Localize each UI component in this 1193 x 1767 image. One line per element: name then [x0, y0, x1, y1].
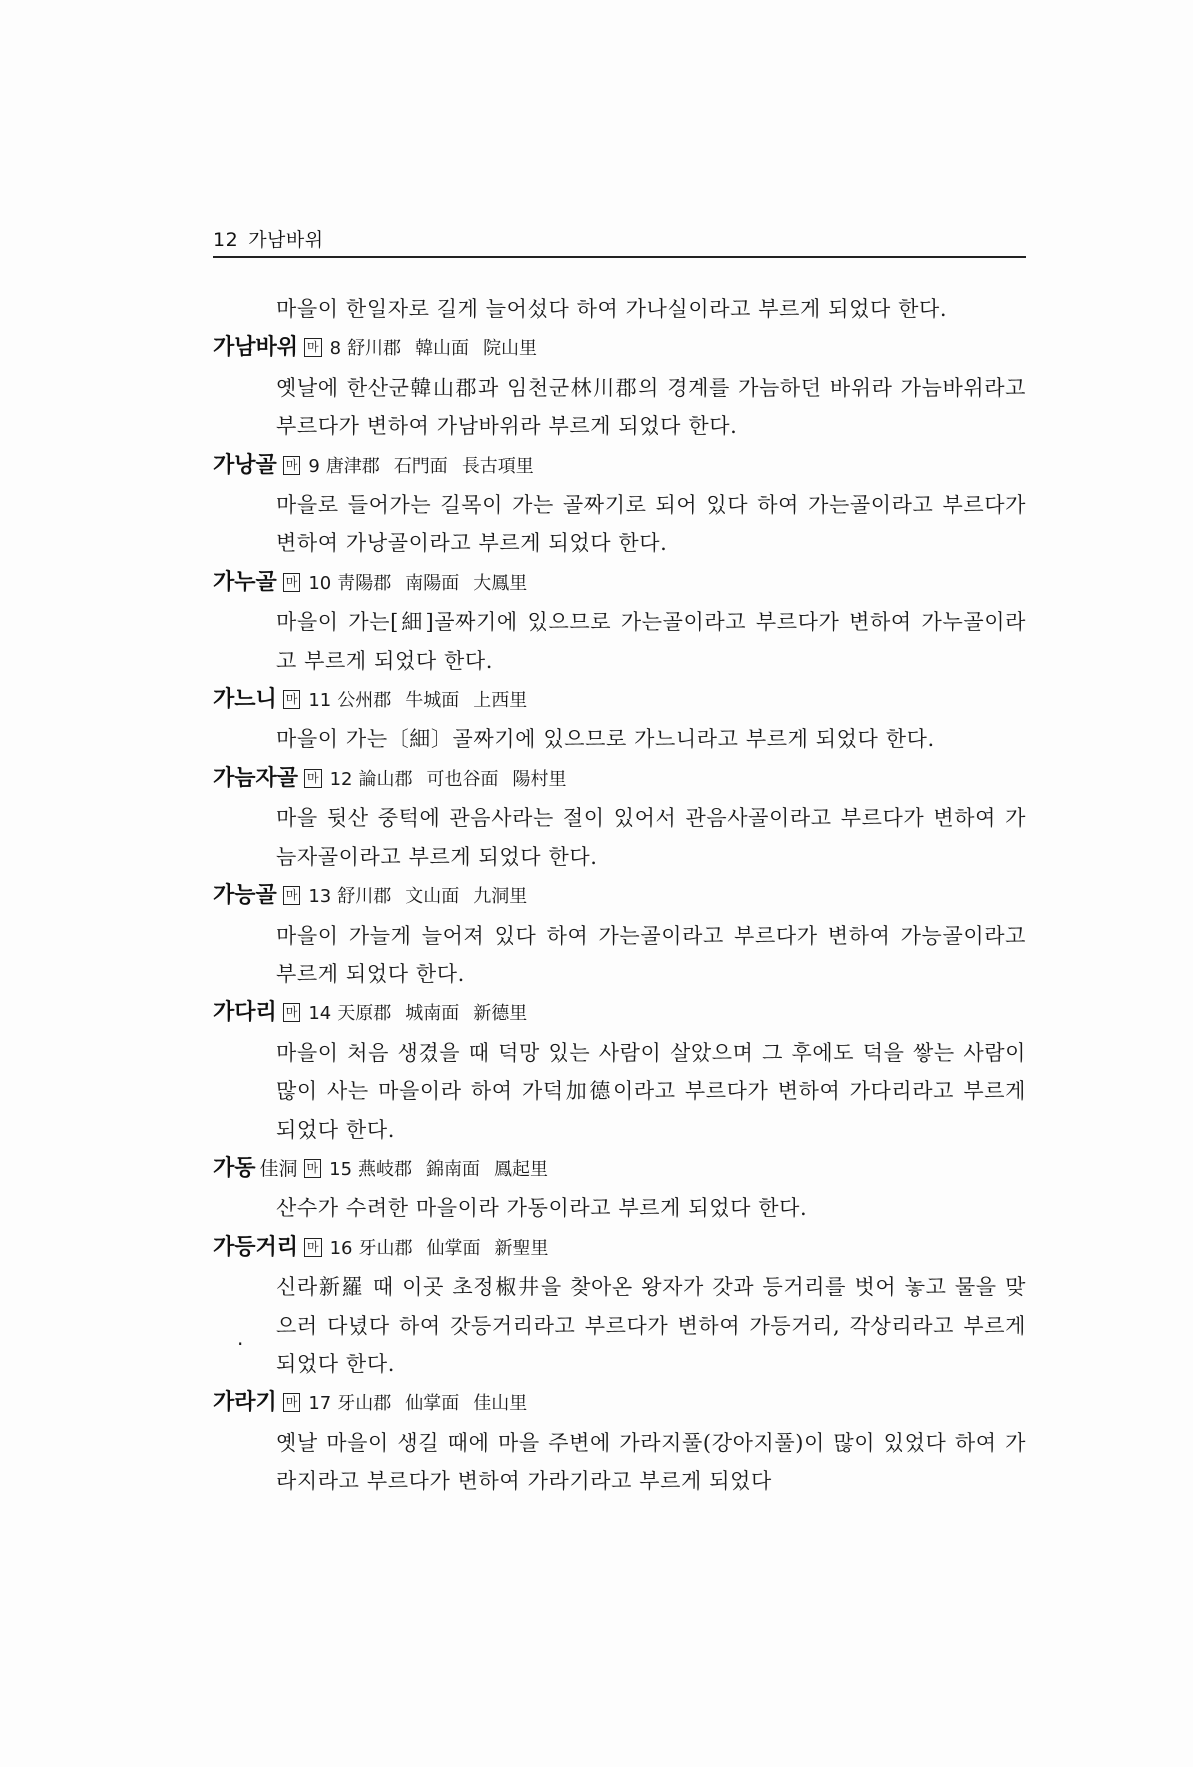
entry-gadari — [213, 993, 1026, 1149]
entry-ganangol — [213, 446, 1026, 563]
running-head — [213, 225, 324, 252]
margin-mark: . — [237, 1326, 244, 1350]
entry-heading — [213, 680, 1026, 720]
entry-text: 마을이 가늘게 늘어져 있다 하여 가는골이라고 부르다가 변하여 가능골이라고 부르게 되었다 한다. — [276, 923, 1026, 986]
township: 錦南面 — [426, 1158, 481, 1180]
entry-heading — [213, 993, 1026, 1033]
headword-hanja: 佳洞 — [259, 1157, 298, 1180]
county: 舒川郡 — [347, 338, 402, 360]
county: 牙山郡 — [358, 1237, 413, 1259]
village-badge: 마 — [283, 456, 301, 475]
headword: 가동 — [213, 1155, 256, 1181]
county: 天原郡 — [337, 1003, 392, 1025]
village-badge: 마 — [283, 573, 301, 592]
entry-garagi — [213, 1383, 1026, 1500]
headword: 가느니 — [213, 687, 277, 713]
township: 城南面 — [405, 1003, 460, 1025]
village-badge: 마 — [283, 1003, 301, 1022]
entry-number: 17 — [308, 1393, 332, 1415]
entry-gadeunggeori — [213, 1228, 1026, 1384]
village-badge: 마 — [283, 886, 301, 905]
township: 仙掌面 — [426, 1237, 481, 1259]
headword: 가낭골 — [213, 452, 277, 478]
village-badge: 마 — [304, 1238, 322, 1257]
county: 舒川郡 — [337, 886, 392, 908]
headword: 가남바위 — [213, 335, 299, 361]
entry-heading — [213, 1228, 1026, 1268]
page-number: 12 — [213, 229, 239, 251]
entry-ganugol — [213, 563, 1026, 680]
headword: 가누골 — [213, 569, 277, 595]
headword: 가라기 — [213, 1390, 277, 1416]
county: 論山郡 — [358, 768, 413, 790]
headword: 가능골 — [213, 883, 277, 909]
county: 燕岐郡 — [358, 1158, 413, 1180]
entry-heading — [213, 1383, 1026, 1423]
entry-number: 15 — [329, 1158, 353, 1180]
township: 仙掌面 — [405, 1393, 460, 1415]
entry-number: 11 — [308, 690, 332, 712]
header-rule — [213, 256, 1026, 258]
entry-number: 12 — [329, 768, 353, 790]
county: 唐津郡 — [325, 455, 380, 477]
village: 鳳起里 — [494, 1158, 549, 1180]
entry-gadong — [213, 1149, 1026, 1228]
entry-ganeuni — [213, 680, 1026, 759]
entry-heading — [213, 1149, 1026, 1189]
entry-text: 옛날에 한산군韓山郡과 임천군林川郡의 경계를 가늠하던 바위라 가늠바위라고 부르다가 변하여 가남바위라 부르게 되었다 한다. — [276, 375, 1026, 439]
continuation-paragraph: 마을이 한일자로 길게 늘어섰다 하여 가나실이라고 부르게 되었다 한다. — [276, 297, 948, 321]
township: 可也谷面 — [426, 768, 499, 790]
township: 韓山面 — [415, 338, 470, 360]
township: 文山面 — [405, 886, 460, 908]
entry-text: 마을이 처음 생겼을 때 덕망 있는 사람이 살았으며 그 후에도 덕을 쌓는 사람이 많이 사는 마을이라 하여 가덕加德이라고 부르다가 변하여 가다리라고 부르게 되었다 한다. — [276, 1040, 1026, 1142]
entry-number: 14 — [308, 1003, 332, 1025]
township: 南陽面 — [405, 572, 460, 594]
county: 靑陽郡 — [337, 572, 392, 594]
entry-heading — [213, 759, 1026, 799]
township: 石門面 — [393, 455, 448, 477]
page-body — [213, 290, 1026, 1501]
entry-number: 8 — [329, 338, 342, 360]
village: 陽村里 — [512, 768, 567, 790]
entry-heading — [213, 328, 1026, 368]
entry-number: 9 — [308, 455, 320, 477]
entry-heading — [213, 446, 1026, 486]
running-title: 가남바위 — [248, 229, 324, 251]
entry-ganambawi — [213, 328, 1026, 445]
village: 新聖里 — [494, 1237, 549, 1259]
headword: 가다리 — [213, 1000, 277, 1026]
county: 牙山郡 — [337, 1393, 392, 1415]
headword: 가늠자골 — [213, 765, 299, 791]
village: 新德里 — [473, 1003, 528, 1025]
village-badge: 마 — [283, 690, 301, 709]
village: 上西里 — [473, 690, 528, 712]
entry-text: 산수가 수려한 마을이라 가동이라고 부르게 되었다 한다. — [276, 1196, 808, 1221]
headword: 가등거리 — [213, 1234, 299, 1260]
entry-text: 마을 뒷산 중턱에 관음사라는 절이 있어서 관음사골이라고 부르다가 변하여 가늠자골이라고 부르게 되었다 한다. — [276, 806, 1026, 869]
entry-heading — [213, 876, 1026, 916]
village: 院山里 — [483, 338, 538, 360]
entry-text: 옛날 마을이 생길 때에 마을 주변에 가라지풀(강아지풀)이 많이 있었다 하여 가라지라고 부르다가 변하여 가라기라고 부르게 되었다 — [276, 1430, 1026, 1494]
entry-number: 10 — [308, 572, 332, 594]
entry-number: 13 — [308, 886, 332, 908]
entry-heading — [213, 563, 1026, 603]
village-badge: 마 — [283, 1393, 301, 1412]
entry-number: 16 — [329, 1237, 353, 1259]
entry-text: 마을로 들어가는 길목이 가는 골짜기로 되어 있다 하여 가는골이라고 부르다가 변하여 가낭골이라고 부르게 되었다 한다. — [276, 493, 1026, 556]
township: 牛城面 — [405, 690, 460, 712]
entry-ganeumjagol — [213, 759, 1026, 876]
village: 長古項里 — [461, 455, 534, 477]
county: 公州郡 — [337, 690, 392, 712]
village-badge: 마 — [304, 1159, 322, 1178]
village: 大鳳里 — [473, 572, 528, 594]
village: 佳山里 — [473, 1393, 528, 1415]
entry-text: 신라新羅 때 이곳 초정椒井을 찾아온 왕자가 갓과 등거리를 벗어 놓고 물을 맞으러 다녔다 하여 갓등거리라고 부르다가 변하여 가등거리, 각상리라고 부르게 되었다 한다. — [276, 1275, 1026, 1376]
entry-ganeunggol — [213, 876, 1026, 993]
village-badge: 마 — [304, 338, 322, 357]
village: 九洞里 — [473, 886, 528, 908]
entry-text: 마을이 가는[細]골짜기에 있으므로 가는골이라고 부르다가 변하여 가누골이라고 부르게 되었다 한다. — [276, 610, 1026, 673]
village-badge: 마 — [304, 769, 322, 788]
entry-text: 마을이 가는〔細〕골짜기에 있으므로 가느니라고 부르게 되었다 한다. — [276, 727, 935, 752]
